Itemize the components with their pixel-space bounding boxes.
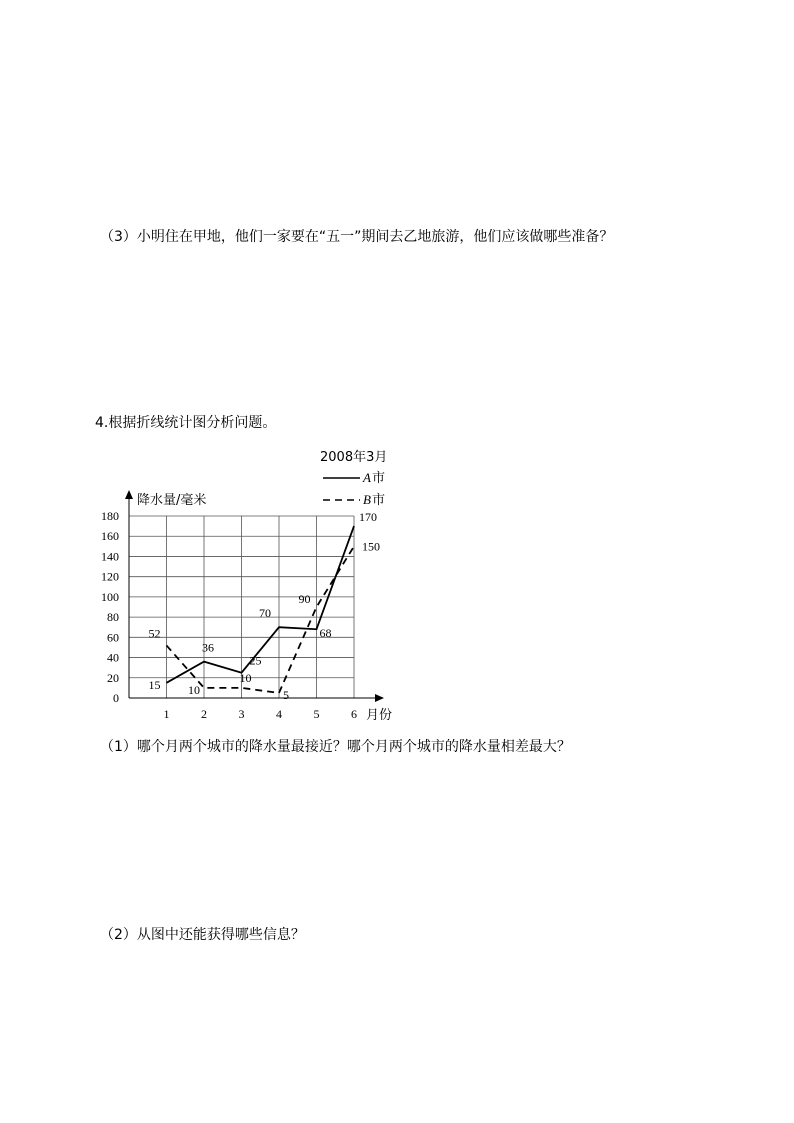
problem-4-question-1: （1）哪个月两个城市的降水量最接近？哪个月两个城市的降水量相差最大？ bbox=[100, 739, 571, 755]
chart-axes bbox=[125, 490, 384, 702]
problem-4-question-2: （2）从图中还能获得哪些信息？ bbox=[100, 927, 305, 943]
problem-4-title: 4.根据折线统计图分析问题。 bbox=[95, 415, 277, 431]
y-tick-label: 180 bbox=[101, 509, 119, 523]
data-label-a: 25 bbox=[249, 653, 262, 668]
data-label-b: 10 bbox=[188, 682, 200, 697]
data-label-b: 5 bbox=[283, 687, 289, 702]
data-label-b: 10 bbox=[239, 670, 252, 685]
y-tick-label: 40 bbox=[107, 650, 119, 665]
y-axis-label: 降水量/毫米 bbox=[137, 493, 207, 508]
data-label-b: 52 bbox=[148, 626, 161, 641]
data-label-b: 90 bbox=[298, 592, 311, 606]
x-tick-label: 5 bbox=[313, 707, 320, 721]
x-tick-label: 3 bbox=[238, 707, 245, 721]
data-label-a: 36 bbox=[202, 640, 214, 655]
chart-title: 2008年3月 bbox=[320, 450, 388, 465]
data-label-a: 70 bbox=[259, 606, 271, 621]
data-label-a: 170 bbox=[359, 510, 377, 525]
x-tick-label: 2 bbox=[201, 707, 207, 721]
x-tick-labels bbox=[164, 707, 358, 721]
y-tick-label: 0 bbox=[113, 691, 119, 705]
y-tick-label: 100 bbox=[101, 589, 119, 604]
data-label-b: 150 bbox=[362, 539, 380, 554]
legend-letter-b: B bbox=[363, 492, 371, 507]
legend-suffix-a: 市 bbox=[372, 471, 386, 486]
y-tick-label: 140 bbox=[101, 549, 119, 564]
question-3: （3）小明住在甲地，他们一家要在“五一”期间去乙地旅游，他们应该做哪些准备？ bbox=[100, 229, 614, 245]
y-tick-label: 20 bbox=[107, 670, 119, 685]
y-tick-label: 160 bbox=[101, 529, 119, 544]
data-label-a: 15 bbox=[148, 677, 161, 692]
x-tick-label: 4 bbox=[276, 707, 282, 721]
data-label-a: 68 bbox=[319, 626, 332, 641]
line-chart bbox=[95, 445, 415, 735]
legend-suffix-b: 市 bbox=[372, 493, 386, 508]
y-axis-arrow bbox=[125, 490, 133, 499]
x-axis-label: 月份 bbox=[366, 708, 393, 723]
x-tick-label: 1 bbox=[163, 707, 170, 721]
y-tick-label: 80 bbox=[107, 610, 119, 625]
y-tick-label: 120 bbox=[101, 569, 119, 584]
legend-letter-a: A bbox=[363, 470, 371, 485]
x-axis-arrow bbox=[375, 694, 384, 702]
y-tick-label: 60 bbox=[107, 630, 119, 645]
x-tick-label: 6 bbox=[351, 707, 357, 721]
y-tick-labels bbox=[101, 509, 119, 705]
